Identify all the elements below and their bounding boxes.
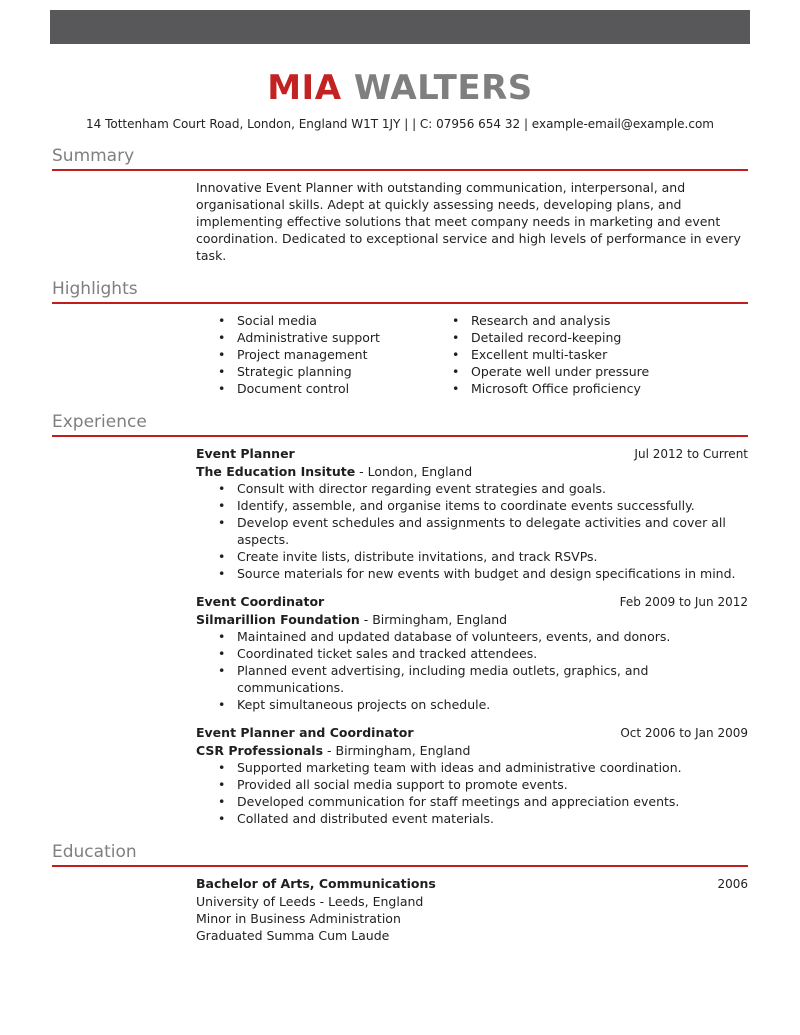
job-location: - London, England — [355, 464, 473, 479]
summary-body — [196, 171, 748, 264]
bullet-icon: • — [218, 663, 226, 678]
bullet-icon: • — [452, 330, 460, 345]
list-item — [196, 312, 430, 329]
bullet-icon: • — [218, 481, 226, 496]
highlight-label: Social media — [237, 313, 317, 328]
bullet-icon: • — [452, 364, 460, 379]
job-bullet-text: Consult with director regarding event strategies and goals. — [237, 481, 607, 496]
bullet-icon: • — [218, 566, 226, 581]
list-item — [196, 329, 430, 346]
job-bullet-text: Collated and distributed event materials. — [237, 811, 494, 826]
job-bullet-text: Create invite lists, distribute invitations, and track RSVPs. — [237, 549, 598, 564]
list-item — [430, 312, 748, 329]
bullet-icon: • — [218, 777, 226, 792]
job-bullets — [196, 480, 748, 582]
job-entry — [196, 593, 748, 713]
job-location: - Birmingham, England — [359, 612, 508, 627]
list-item — [430, 363, 748, 380]
bullet-icon: • — [218, 347, 226, 362]
highlight-label: Document control — [237, 381, 350, 396]
degree-year: 2006 — [717, 877, 748, 891]
list-item — [196, 363, 430, 380]
highlight-label: Administrative support — [237, 330, 380, 345]
job-bullet — [196, 645, 748, 662]
list-item — [430, 380, 748, 397]
job-location: - Birmingham, England — [323, 743, 471, 758]
bullet-icon: • — [218, 549, 226, 564]
top-bar — [50, 10, 750, 44]
job-bullet — [196, 548, 748, 565]
job-company-line — [196, 611, 748, 628]
job-bullet — [196, 565, 748, 582]
job-bullet-text: Provided all social media support to promote events. — [237, 777, 568, 792]
job-bullet-text: Planned event advertising, including media outlets, graphics, and communications. — [237, 663, 649, 695]
list-item — [196, 380, 430, 397]
job-bullet — [196, 696, 748, 713]
job-head — [196, 445, 748, 463]
section-title-summary: Summary — [52, 146, 135, 166]
job-bullet — [196, 514, 748, 548]
job-entry — [196, 724, 748, 827]
degree-title: Bachelor of Arts, Communications — [196, 876, 436, 891]
bullet-icon: • — [452, 347, 460, 362]
highlights-body — [196, 304, 748, 397]
last-name: WALTERS — [353, 68, 533, 108]
bullet-icon: • — [218, 794, 226, 809]
education-detail: University of Leeds - Leeds, England — [196, 894, 424, 909]
highlight-label: Strategic planning — [237, 364, 352, 379]
bullet-icon: • — [218, 313, 226, 328]
job-bullet — [196, 793, 748, 810]
job-company-line — [196, 742, 748, 759]
job-bullet-text: Supported marketing team with ideas and administrative coordination. — [237, 760, 682, 775]
job-title: Event Planner — [196, 446, 295, 461]
job-company: The Education Insitute — [196, 464, 356, 479]
job-bullet-text: Maintained and updated database of volunteers, events, and donors. — [237, 629, 671, 644]
job-bullets — [196, 628, 748, 713]
job-bullet — [196, 480, 748, 497]
bullet-icon: • — [452, 313, 460, 328]
highlights-list-right — [430, 312, 748, 397]
bullet-icon: • — [218, 330, 226, 345]
job-bullet-text: Develop event schedules and assignments to delegate activities and cover all aspects. — [237, 515, 726, 547]
education-body — [196, 867, 748, 944]
list-item — [430, 329, 748, 346]
highlights-list-left — [196, 312, 430, 397]
experience-body — [196, 437, 748, 827]
job-dates: Oct 2006 to Jan 2009 — [620, 726, 748, 740]
highlight-label: Detailed record-keeping — [471, 330, 622, 345]
education-detail: Minor in Business Administration — [196, 911, 401, 926]
section-education — [52, 842, 748, 944]
job-bullet — [196, 662, 748, 696]
highlight-label: Microsoft Office proficiency — [471, 381, 641, 396]
job-head — [196, 724, 748, 742]
job-bullet-text: Developed communication for staff meetings and appreciation events. — [237, 794, 680, 809]
job-bullet — [196, 776, 748, 793]
job-bullets — [196, 759, 748, 827]
bullet-icon: • — [218, 629, 226, 644]
job-dates: Jul 2012 to Current — [634, 447, 748, 461]
bullet-icon: • — [218, 646, 226, 661]
highlight-label: Research and analysis — [471, 313, 611, 328]
first-name: MIA — [267, 68, 342, 108]
section-title-experience: Experience — [52, 412, 147, 432]
section-title-highlights: Highlights — [52, 279, 138, 299]
job-bullet — [196, 810, 748, 827]
highlight-label: Project management — [237, 347, 368, 362]
section-highlights — [52, 279, 748, 397]
education-detail: Graduated Summa Cum Laude — [196, 928, 390, 943]
bullet-icon: • — [218, 697, 226, 712]
bullet-icon: • — [218, 760, 226, 775]
education-head — [196, 875, 748, 893]
job-entry — [196, 445, 748, 582]
bullet-icon: • — [218, 498, 226, 513]
section-title-education: Education — [52, 842, 137, 862]
highlight-label: Operate well under pressure — [471, 364, 650, 379]
highlight-label: Excellent multi-tasker — [471, 347, 608, 362]
job-company-line — [196, 463, 748, 480]
contact-line: 14 Tottenham Court Road, London, England W1T 1JY | | C: 07956 654 32 | example-email@example.com — [86, 117, 714, 131]
job-bullet — [196, 628, 748, 645]
job-bullet — [196, 759, 748, 776]
job-head — [196, 593, 748, 611]
bullet-icon: • — [218, 364, 226, 379]
job-company: Silmarillion Foundation — [196, 612, 360, 627]
candidate-name — [0, 68, 800, 108]
bullet-icon: • — [218, 381, 226, 396]
job-company: CSR Professionals — [196, 743, 324, 758]
list-item — [430, 346, 748, 363]
bullet-icon: • — [218, 811, 226, 826]
list-item — [196, 346, 430, 363]
job-dates: Feb 2009 to Jun 2012 — [619, 595, 748, 609]
job-bullet-text: Identify, assemble, and organise items to coordinate events successfully. — [237, 498, 695, 513]
job-title: Event Planner and Coordinator — [196, 725, 414, 740]
section-experience — [52, 412, 748, 827]
job-bullet — [196, 497, 748, 514]
job-bullet-text: Coordinated ticket sales and tracked attendees. — [237, 646, 538, 661]
job-title: Event Coordinator — [196, 594, 325, 609]
bullet-icon: • — [218, 515, 226, 530]
job-bullet-text: Kept simultaneous projects on schedule. — [237, 697, 491, 712]
section-summary — [52, 146, 748, 264]
bullet-icon: • — [452, 381, 460, 396]
summary-text: Innovative Event Planner with outstanding communication, interpersonal, and organisational skills. Adept at quickly assessing needs, developing plans, and implementing effective solutions that meet company needs in marketing and event coordination. Dedicated to exceptional service and high levels of performance in every task. — [196, 180, 741, 263]
job-bullet-text: Source materials for new events with budget and design specifications in mind. — [237, 566, 736, 581]
